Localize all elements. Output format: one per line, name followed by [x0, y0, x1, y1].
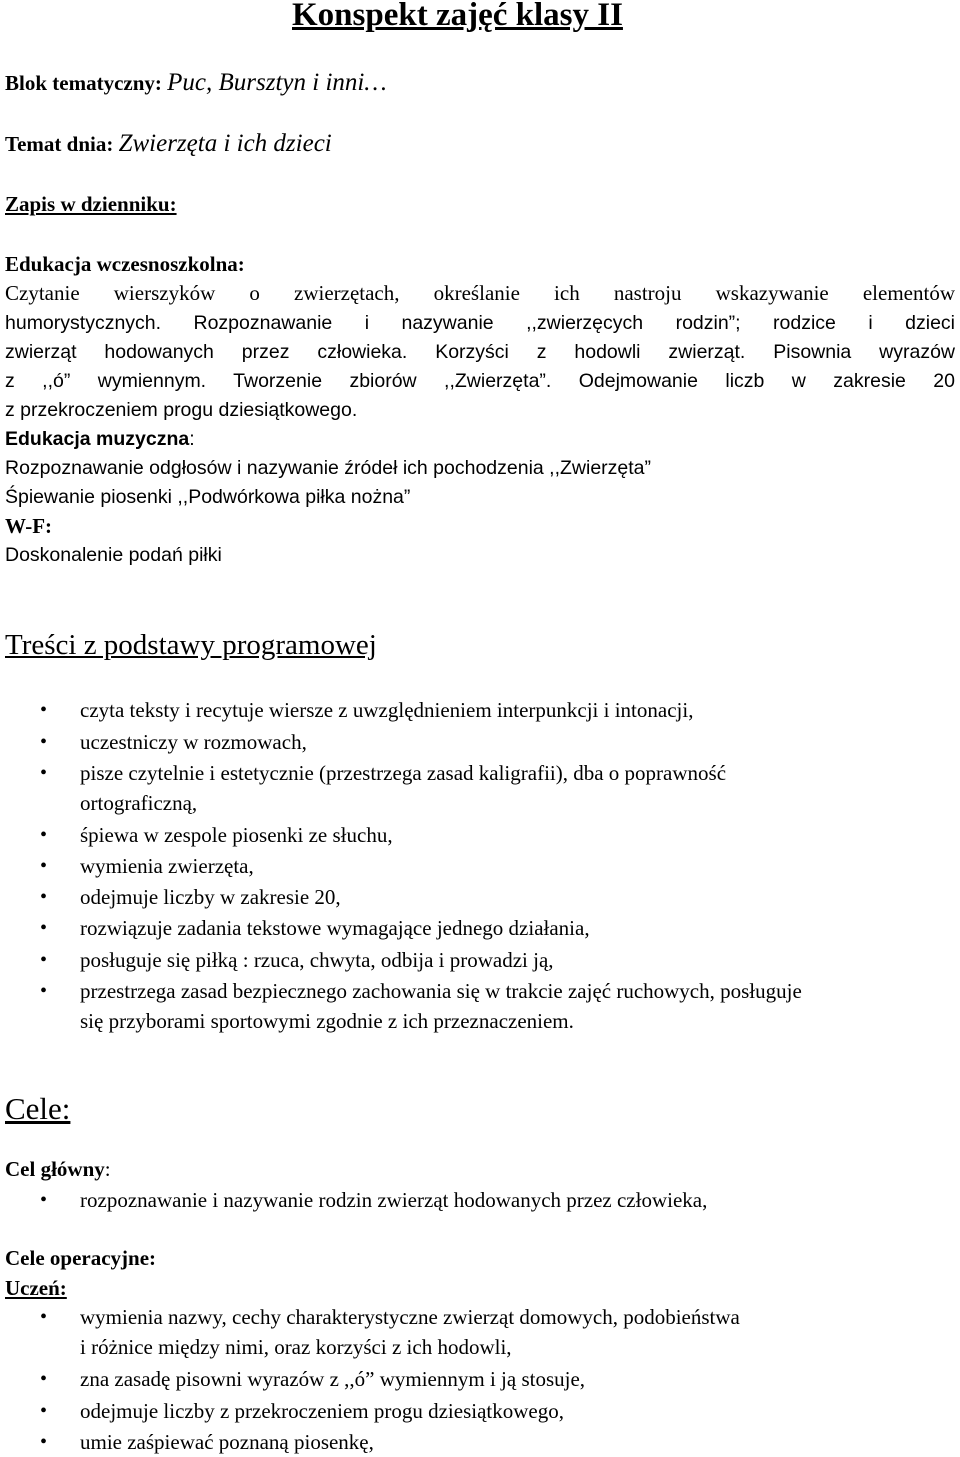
cel-glowny-heading: [5, 1155, 955, 1184]
tresci-item: przestrzega zasad bezpiecznego zachowania się w trakcie zajęć ruchowych, posługuje: [80, 979, 802, 1003]
tresci-item: śpiewa w zespole piosenki ze słuchu,: [80, 823, 393, 847]
cel-glowny-colon: :: [104, 1157, 111, 1181]
ew-line: z przekroczeniem progu dziesiątkowego.: [5, 399, 358, 421]
wf-line: Doskonalenie podań piłki: [5, 544, 222, 566]
uczen-heading: Uczeń:: [5, 1276, 67, 1300]
tresci-item: rozwiązuje zadania tekstowe wymagające jednego działania,: [80, 916, 590, 940]
bullet-icon: •: [40, 699, 48, 721]
document-title: Konspekt zajęć klasy II: [292, 0, 623, 33]
bullet-icon: •: [40, 855, 48, 877]
edukacja-wczesnoszkolna-heading: Edukacja wczesnoszkolna:: [5, 252, 245, 276]
blok-value: Puc, Bursztyn i inni…: [167, 69, 387, 96]
bullet-icon: •: [40, 762, 48, 784]
temat-value: Zwierzęta i ich dzieci: [118, 130, 332, 157]
edukacja-muzyczna-heading: [5, 425, 955, 454]
blok-label: Blok tematyczny:: [5, 71, 162, 95]
bullet-icon: •: [40, 1189, 48, 1211]
bullet-icon: •: [40, 980, 48, 1002]
tresci-item: czyta teksty i recytuje wiersze z uwzględnieniem interpunkcji i intonacji,: [80, 698, 694, 722]
cele-operacyjne-item: odejmuje liczby z przekroczeniem progu dziesiątkowego,: [80, 1399, 564, 1423]
blok-tematyczny: [5, 68, 955, 98]
tresci-item: odejmuje liczby w zakresie 20,: [80, 885, 341, 909]
tresci-item-continued: ortograficzną,: [80, 791, 198, 815]
ew-line: humorystycznych. Rozpoznawanie i nazywanie ,,zwierzęcych rodzin”; rodzice i dzieci: [5, 312, 955, 334]
temat-dnia: [5, 129, 955, 159]
cele-operacyjne-item: umie zaśpiewać poznaną piosenkę,: [80, 1430, 374, 1454]
wf-heading: W-F:: [5, 514, 53, 538]
bullet-icon: •: [40, 1306, 48, 1328]
tresci-item: wymienia zwierzęta,: [80, 854, 254, 878]
bullet-icon: •: [40, 1431, 48, 1453]
cele-heading: Cele:: [5, 1091, 71, 1126]
em-line: Rozpoznawanie odgłosów i nazywanie źródeł ich pochodzenia ,,Zwierzęta”: [5, 457, 652, 479]
cele-operacyjne-heading: Cele operacyjne:: [5, 1246, 157, 1270]
cele-operacyjne-item-continued: i różnice między nimi, oraz korzyści z ich hodowli,: [80, 1335, 512, 1359]
ew-line: zwierząt hodowanych przez człowieka. Korzyści z hodowli zwierząt. Pisownia wyrazów: [5, 341, 955, 363]
tresci-item: pisze czytelnie i estetycznie (przestrzega zasad kaligrafii), dba o poprawność: [80, 761, 727, 785]
cel-glowny-label: Cel główny: [5, 1157, 105, 1181]
bullet-icon: •: [40, 917, 48, 939]
cele-operacyjne-item: wymienia nazwy, cechy charakterystyczne zwierząt domowych, podobieństwa: [80, 1305, 740, 1329]
temat-label: Temat dnia:: [5, 132, 114, 156]
cele-operacyjne-item: zna zasadę pisowni wyrazów z ,,ó” wymiennym i ją stosuje,: [80, 1367, 586, 1391]
muzyczna-colon: :: [189, 428, 195, 450]
tresci-heading: Treści z podstawy programowej: [5, 629, 377, 661]
tresci-item: posługuje się piłką : rzuca, chwyta, odbija i prowadzi ją,: [80, 948, 554, 972]
zapis-heading: Zapis w dzienniku:: [5, 192, 177, 216]
bullet-icon: •: [40, 1400, 48, 1422]
bullet-icon: •: [40, 949, 48, 971]
bullet-icon: •: [40, 731, 48, 753]
bullet-icon: •: [40, 886, 48, 908]
tresci-item-continued: się przyborami sportowymi zgodnie z ich przeznaczeniem.: [80, 1009, 574, 1033]
bullet-icon: •: [40, 1368, 48, 1390]
muzyczna-label: Edukacja muzyczna: [5, 428, 190, 450]
em-line: Śpiewanie piosenki ,,Podwórkowa piłka nożna”: [5, 486, 411, 508]
ew-line: Czytanie wierszyków o zwierzętach, określanie ich nastroju wskazywanie elementów: [5, 281, 955, 305]
ew-line: z ,,ó” wymiennym. Tworzenie zbiorów ,,Zwierzęta”. Odejmowanie liczb w zakresie 20: [5, 370, 955, 392]
bullet-icon: •: [40, 824, 48, 846]
cel-glowny-item: rozpoznawanie i nazywanie rodzin zwierząt hodowanych przez człowieka,: [80, 1188, 708, 1212]
tresci-item: uczestniczy w rozmowach,: [80, 730, 307, 754]
